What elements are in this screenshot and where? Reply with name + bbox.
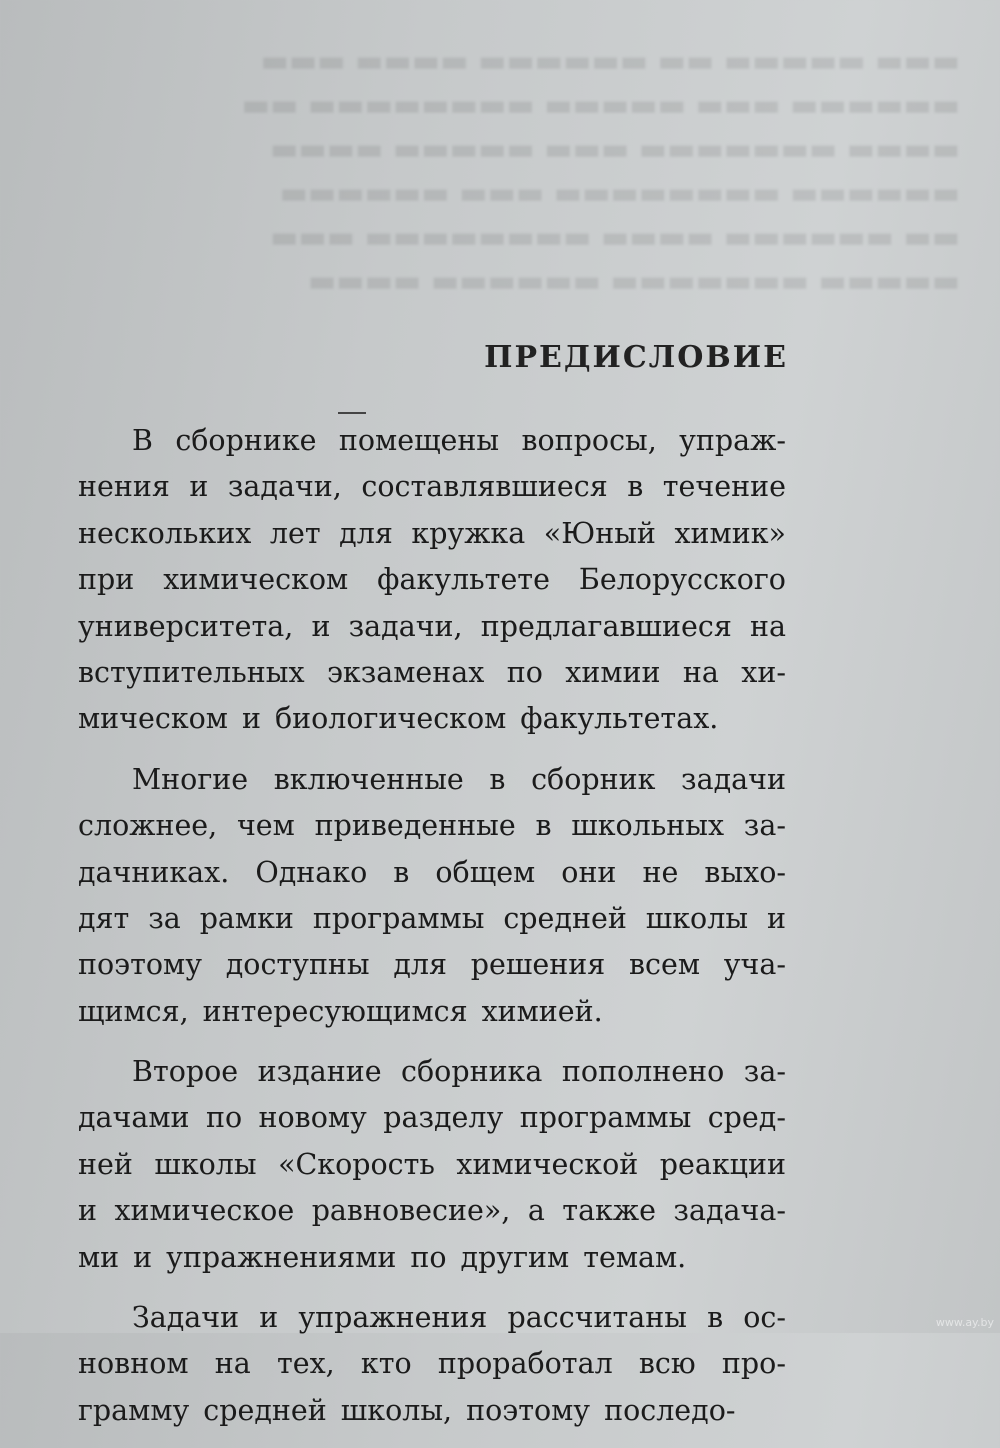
word: Однако — [255, 855, 368, 889]
text-line — [78, 757, 786, 803]
word: за — [148, 901, 181, 935]
text-line — [78, 1095, 786, 1141]
text-line — [78, 1235, 786, 1281]
watermark: www.ay.by — [935, 1316, 994, 1329]
word: общем — [435, 855, 536, 889]
text-line — [78, 696, 786, 742]
word: химик» — [674, 516, 786, 550]
word: издание — [257, 1055, 382, 1089]
word: для — [339, 516, 393, 550]
word: пополнено — [561, 1055, 725, 1089]
word: сборник — [531, 762, 656, 796]
word: новому — [258, 1101, 367, 1135]
paragraph — [78, 418, 786, 743]
word: вопросы, — [521, 424, 657, 457]
word: рамки — [199, 901, 294, 935]
word: Белорусского — [578, 563, 786, 597]
word: поэтому — [466, 1393, 591, 1427]
word: всю — [638, 1347, 696, 1381]
word: не — [642, 855, 679, 889]
text-line — [78, 850, 786, 896]
word: задачи, — [348, 609, 463, 643]
word: химическом — [163, 563, 349, 597]
word: химической — [456, 1147, 639, 1181]
text-line — [78, 604, 786, 650]
word: равновесие», — [311, 1194, 511, 1228]
word: кружка — [411, 516, 526, 550]
word: хи- — [741, 655, 786, 689]
word: школы — [645, 901, 749, 935]
text-line — [78, 896, 786, 942]
word: за- — [743, 1055, 786, 1089]
word: дят — [78, 901, 130, 935]
word: в — [707, 1301, 724, 1335]
word: задачи — [681, 762, 786, 796]
word: школы — [154, 1147, 257, 1181]
word: школьных — [571, 809, 725, 843]
word: реакции — [659, 1147, 786, 1181]
word: ос- — [743, 1301, 786, 1335]
word: программы — [519, 1101, 692, 1135]
word: школы, — [340, 1393, 453, 1427]
text-line — [78, 511, 786, 557]
word: химии — [565, 655, 661, 689]
word: помещены — [338, 424, 500, 457]
word: приведенные — [314, 809, 516, 843]
text-line — [78, 1388, 786, 1434]
paragraph — [78, 757, 786, 1035]
word: в — [627, 470, 644, 504]
text-line — [78, 650, 786, 696]
word: химией. — [481, 994, 603, 1028]
word: также — [562, 1194, 656, 1228]
word: экзаменах — [326, 655, 485, 689]
word: дачниках. — [78, 855, 230, 889]
word: грамму — [78, 1393, 190, 1427]
text-line — [78, 1341, 786, 1387]
word: задачи, — [227, 470, 342, 504]
word: кто — [360, 1347, 412, 1381]
word: сборнике — [175, 424, 317, 457]
text-line — [78, 1142, 786, 1188]
word: уча- — [723, 948, 786, 982]
text-line — [78, 418, 786, 464]
word: а — [527, 1194, 545, 1228]
word: всем — [628, 948, 701, 982]
word: Второе — [132, 1055, 239, 1089]
word: сложнее, — [78, 809, 218, 843]
word: за- — [743, 809, 786, 843]
word: сборника — [401, 1055, 543, 1089]
word: и — [259, 1301, 279, 1335]
word: по — [506, 655, 543, 689]
word: университета, — [78, 609, 294, 643]
word: упражнениями — [166, 1240, 397, 1274]
word: мическом — [78, 702, 228, 736]
word: средней — [503, 901, 627, 935]
word: В — [132, 424, 153, 457]
word: сред- — [707, 1101, 786, 1135]
word: чем — [236, 809, 295, 843]
word: вступительных — [78, 655, 305, 689]
text-line — [78, 464, 786, 510]
word: доступны — [225, 948, 370, 982]
word: тех, — [276, 1347, 335, 1381]
paragraph — [78, 1049, 786, 1281]
word: и — [766, 901, 786, 935]
word: средней — [203, 1393, 327, 1427]
bleed-through-text: ▬▬▬ ▬▬▬▬▬ ▬▬ ▬▬▬▬▬▬ ▬▬▬▬ ▬▬▬ ▬▬▬▬▬▬ ▬▬▬ ▬▬▬▬▬ ▬▬▬▬▬▬▬▬ ▬▬ ▬▬▬▬ ▬▬▬▬▬▬▬ ▬▬▬ ▬▬▬▬▬ ▬▬▬▬ ▬▬▬▬▬▬ ▬▬▬▬▬▬▬▬ ▬▬▬ ▬▬▬▬▬▬ ▬▬ ▬▬▬▬▬▬ ▬▬▬▬ ▬▬▬▬▬▬▬▬ ▬▬▬ ▬▬▬▬▬ ▬▬▬▬▬▬▬ ▬▬▬▬▬▬ ▬▬▬▬ — [241, 44, 960, 299]
word: и — [189, 470, 209, 504]
word: и — [311, 609, 331, 643]
word: и — [241, 702, 261, 736]
text-line — [78, 803, 786, 849]
word: лет — [269, 516, 321, 550]
word: разделу — [383, 1101, 504, 1135]
word: про- — [721, 1347, 786, 1381]
page-title: ПРЕДИСЛОВИЕ — [484, 340, 788, 375]
word: биологическом — [274, 702, 507, 736]
word: «Юный — [543, 516, 656, 550]
word: в — [489, 762, 506, 796]
word: другим — [460, 1240, 570, 1274]
word: дачами — [78, 1101, 190, 1135]
word: решения — [470, 948, 606, 982]
word: программы — [312, 901, 485, 935]
word: они — [561, 855, 617, 889]
word: течение — [662, 470, 786, 504]
word: новном — [78, 1347, 189, 1381]
word: «Скорость — [278, 1147, 435, 1181]
text-line — [78, 942, 786, 988]
stray-mark — [338, 412, 366, 414]
text-line — [78, 1188, 786, 1234]
word: упражнения — [298, 1301, 488, 1335]
body-text — [78, 418, 786, 1448]
word: выхо- — [704, 855, 786, 889]
word: на — [682, 655, 719, 689]
word: при — [78, 563, 135, 597]
word: на — [214, 1347, 251, 1381]
word: химическое — [114, 1194, 295, 1228]
word: на — [749, 609, 786, 643]
word: рассчитаны — [507, 1301, 687, 1335]
text-line — [78, 1295, 786, 1341]
paragraph — [78, 1295, 786, 1434]
word: и — [133, 1240, 153, 1274]
word: поэтому — [78, 948, 202, 982]
word: факультете — [377, 563, 550, 597]
word: в — [393, 855, 410, 889]
word: задача- — [673, 1194, 786, 1228]
text-line — [78, 1049, 786, 1095]
word: включенные — [273, 762, 464, 796]
word: в — [535, 809, 552, 843]
word: нения — [78, 470, 170, 504]
word: ми — [78, 1240, 120, 1274]
word: факультетах. — [520, 702, 719, 736]
word: и — [78, 1194, 97, 1228]
text-line — [78, 557, 786, 603]
word: ней — [78, 1147, 133, 1181]
word: Задачи — [132, 1301, 240, 1335]
word: интересующимся — [202, 994, 468, 1028]
word: предлагавшиеся — [480, 609, 732, 643]
word: щимся, — [78, 994, 189, 1028]
word: для — [393, 948, 448, 982]
word: темам. — [583, 1240, 687, 1274]
text-line — [78, 989, 786, 1035]
word: нескольких — [78, 516, 252, 550]
word: по — [205, 1101, 243, 1135]
word: упраж- — [679, 424, 786, 457]
word: проработал — [437, 1347, 613, 1381]
word: Многие — [132, 762, 249, 796]
word: составлявшиеся — [361, 470, 608, 504]
word: по — [410, 1240, 447, 1274]
word: последо- — [604, 1393, 736, 1427]
